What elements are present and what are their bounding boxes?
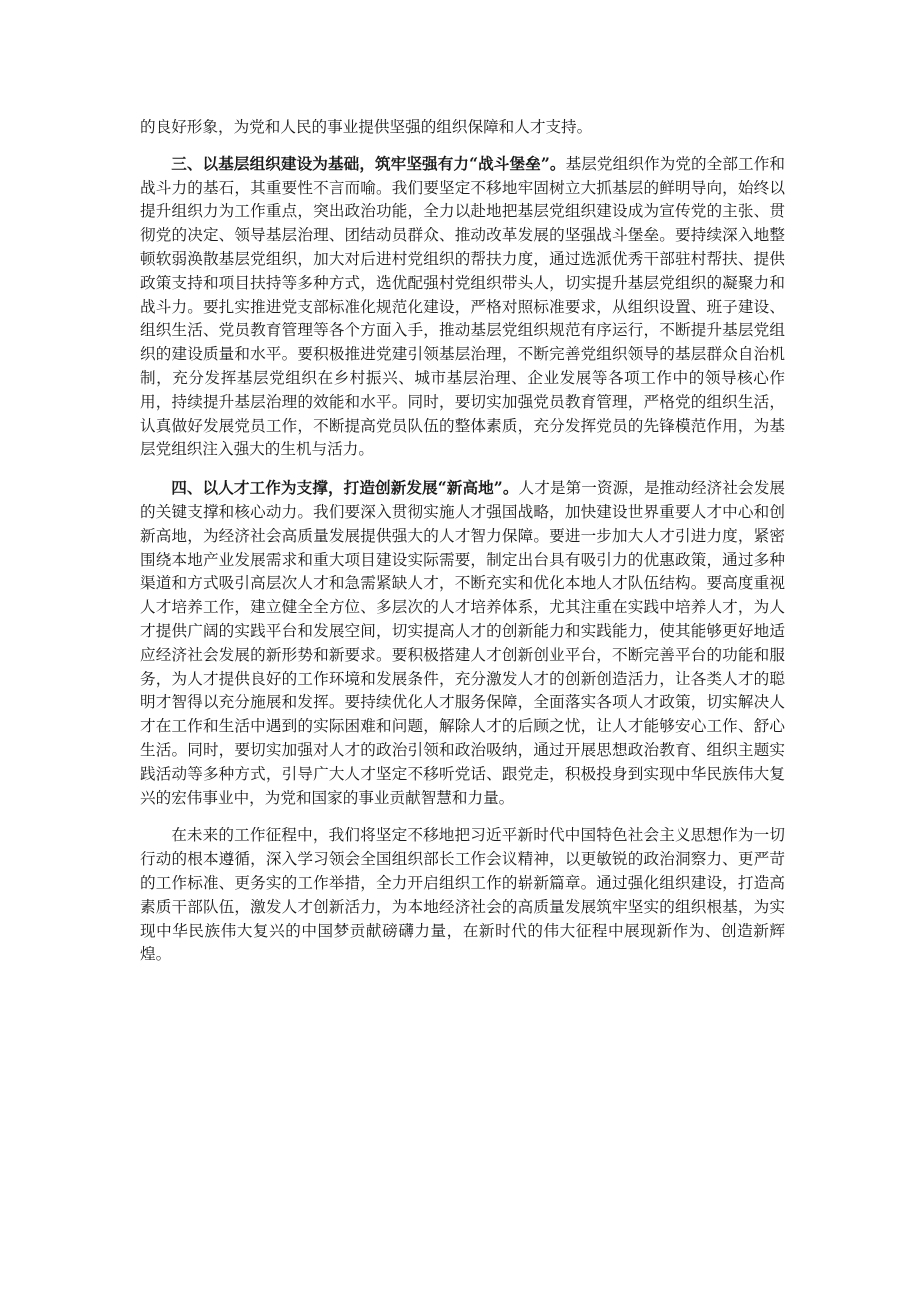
paragraph-section-4	[140, 476, 785, 810]
paragraph-intro-tail	[140, 116, 785, 140]
section-4-body: 人才是第一资源，是推动经济社会发展的关键支撑和核心动力。我们要深入贯彻实施人才强国战略，加快建设世界重要人才中心和创新高地，为经济社会高质量发展提供强大的人才智力保障。要进一步加大人才引进力度，紧密围绕本地产业发展需求和重大项目建设实际需要，制定出台具有吸引力的优惠政策，通过多种渠道和方式吸引高层次人才和急需紧缺人才，不断充实和优化本地人才队伍结构。要高度重视人才培养工作，建立健全全方位、多层次的人才培养体系，尤其注重在实践中培养人才，为人才提供广阔的实践平台和发展空间，切实提高人才的创新能力和实践能力，使其能够更好地适应经济社会发展的新形势和新要求。要积极搭建人才创新创业平台，不断完善平台的功能和服务，为人才提供良好的工作环境和发展条件，充分激发人才的创新创造活力，让各类人才的聪明才智得以充分施展和发挥。要持续优化人才服务保障，全面落实各项人才政策，切实解决人才在工作和生活中遇到的实际困难和问题，解除人才的后顾之忧，让人才能够安心工作、舒心生活。同时，要切实加强对人才的政治引领和政治吸纳，通过开展思想政治教育、组织主题实践活动等多种方式，引导广大人才坚定不移听党话、跟党走，积极投身到实现中华民族伟大复兴的宏伟事业中，为党和国家的事业贡献智慧和力量。	[140, 479, 785, 807]
paragraph-section-3	[140, 152, 785, 462]
paragraph-conclusion	[140, 824, 785, 967]
section-4-heading: 四、以人才工作为支撑，打造创新发展“新高地”。	[171, 478, 519, 498]
conclusion-text: 在未来的工作征程中，我们将坚定不移地把习近平新时代中国特色社会主义思想作为一切行动的根本遵循，深入学习领会全国组织部长工作会议精神，以更敏锐的政治洞察力、更严苛的工作标准、更务实的工作举措，全力开启组织工作的崭新篇章。通过强化组织建设，打造高素质干部队伍，激发人才创新活力，为本地经济社会的高质量发展筑牢坚实的组织根基，为实现中华民族伟大复兴的中国梦贡献磅礴力量，在新时代的伟大征程中展现新作为、创造新辉煌。	[140, 826, 785, 964]
document-page	[140, 116, 785, 967]
section-3-heading: 三、以基层组织建设为基础，筑牢坚强有力“战斗堡垒”。	[171, 153, 566, 173]
section-3-body: 基层党组织作为党的全部工作和战斗力的基石，其重要性不言而喻。我们要坚定不移地牢固树立大抓基层的鲜明导向，始终以提升组织力为工作重点，突出政治功能，全力以赴地把基层党组织建设成为宣传党的主张、贯彻党的决定、领导基层治理、团结动员群众、推动改革发展的坚强战斗堡垒。要持续深入地整顿软弱涣散基层党组织，加大对后进村党组织的帮扶力度，通过选派优秀干部驻村帮扶、提供政策支持和项目扶持等多种方式，选优配强村党组织带头人，切实提升基层党组织的凝聚力和战斗力。要扎实推进党支部标准化规范化建设，严格对照标准要求，从组织设置、班子建设、组织生活、党员教育管理等各个方面入手，推动基层党组织规范有序运行，不断提升基层党组织的建设质量和水平。要积极推进党建引领基层治理，不断完善党组织领导的基层群众自治机制，充分发挥基层党组织在乡村振兴、城市基层治理、企业发展等各项工作中的领导核心作用，持续提升基层治理的效能和水平。同时，要切实加强党员教育管理，严格党的组织生活，认真做好发展党员工作，不断提高党员队伍的整体素质，充分发挥党员的先锋模范作用，为基层党组织注入强大的生机与活力。	[140, 154, 785, 459]
paragraph-text: 的良好形象，为党和人民的事业提供坚强的组织保障和人才支持。	[140, 118, 593, 136]
